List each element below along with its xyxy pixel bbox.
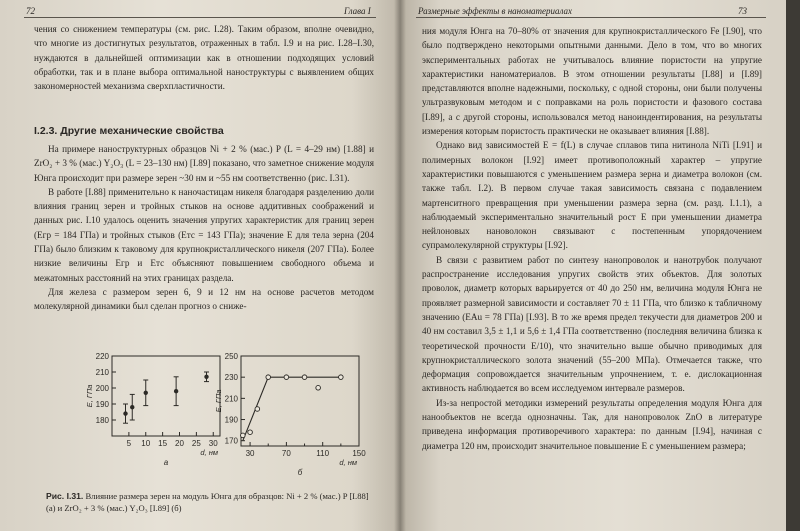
paragraph: В работе [I.88] применительно к наночастицам никеля благодаря разделению доли влияния границ зерен и тройных стыков на основе аддитивных соображений и данных рис. I.10 удалось оценить значения упругих характеристик для границ зерен (Eгр = 184 ГПа) и тройных стыков (Eтс = 143 ГПа); значение E для тела зерна (204 ГПа) было близким к таковому для крупнокристаллического никеля (207 ГПа). Более низкие величины Eгр и Eтс объясняют повышением свободного объема и межатомных расстояний на этих границах раздела. xyxy=(34,186,374,283)
data-point xyxy=(241,433,246,438)
paragraph: чения со снижением температуры (см. рис. I.28). Таким образом, вполне очевидно, что многие из достигнутых результатов, отраженных в табл. I.9 и на рис. I.28–I.30, нуждаются в дальнейшей оптимизации как в отношении подходящих условий обработки, так и в плане выбора оптимальной наноструктуры с выявлением общих закономерностей механизма сверхпластичности. xyxy=(34,24,374,92)
caption-label: Рис. I.31. xyxy=(46,491,84,501)
body-text xyxy=(422,24,762,453)
data-point xyxy=(144,391,148,395)
figure-caption xyxy=(46,490,376,514)
data-point xyxy=(248,430,253,435)
section-heading: I.2.3. Другие механические свойства xyxy=(34,125,224,137)
page-number: 73 xyxy=(738,6,747,16)
y-tick-label: 200 xyxy=(95,384,109,393)
running-header: Размерные эффекты в наноматериалах xyxy=(418,6,573,16)
y-tick-label: 230 xyxy=(224,373,238,383)
x-tick-label: 15 xyxy=(158,439,168,448)
header-rule xyxy=(416,17,766,18)
paragraph: Однако вид зависимостей E = f(L) в случае сплавов типа нитинола NiTi [I.91] и полимерных волокон [I.92] имеет противоположный характер – упругие характеристики повышаются с уменьшением размера зерна и диаметра волокон (см. также табл. I.2). В первом случае такая зависимость связана с подавлением мартенситного превращения при уменьшении размера зерна (см. разд. I.1.1), а наблюдаемый экспериментально значительный рост E при уменьшении диаметра нейлоновых нановолокон связывают с постепенным упорядочением супрамолекулярной структуры [I.92]. xyxy=(422,140,762,251)
running-header: Глава I xyxy=(344,6,371,16)
caption-text: Влияние размера зерен на модуль Юнга для образцов: Ni + 2 % (мас.) P [I.88] (а) и ZrO₂ + 3 % (мас.) Y₂O₃ [I.89] (б) xyxy=(46,491,369,513)
right-page xyxy=(400,0,800,531)
x-tick-label: 30 xyxy=(245,449,255,458)
book-gutter xyxy=(394,0,406,531)
y-tick-label: 210 xyxy=(224,394,238,404)
x-tick-label: 25 xyxy=(191,439,201,448)
body-text xyxy=(34,22,374,93)
y-tick-label: 180 xyxy=(95,416,109,425)
y-tick-label: 210 xyxy=(95,368,109,377)
x-axis-label: d, нм xyxy=(200,448,218,457)
y-tick-label: 190 xyxy=(95,400,109,409)
paragraph: Для железа с размером зерен 6, 9 и 12 нм на основе расчетов методом молекулярной динамики был сделан прогноз о сниже- xyxy=(34,286,374,312)
panel-label: б xyxy=(297,468,303,477)
data-point xyxy=(284,375,289,380)
x-tick-label: 30 xyxy=(208,439,218,448)
x-axis-label: d, нм xyxy=(339,458,357,467)
x-tick-label: 70 xyxy=(281,449,291,458)
chart-b xyxy=(205,350,375,482)
paragraph: На примере наноструктурных образцов Ni + 2 % (мас.) P (L = 4–29 нм) [1.88] и ZrO₂ + 3 % (мас.) Y₂O₃ (L = 23–130 нм) [I.89] показано, что заметное снижение модуля Юнга происходит при размере зерен ~30 нм и ~55 нм соответственно (рис. I.31). xyxy=(34,144,374,183)
y-tick-label: 190 xyxy=(224,415,238,425)
x-tick-label: 5 xyxy=(126,439,132,448)
page-number: 72 xyxy=(26,6,35,16)
paragraph: Из-за непростой методики измерений результаты определения модуля Юнга для нанообъектов не всегда однозначны. Так, для нанопроволок ZnO в литературе приведена информация противоречивого характера: по данным [I.94], начиная с диаметра 120 нм, происходит значительное повышение E с уменьшением размера; xyxy=(422,397,762,451)
y-tick-label: 250 xyxy=(224,352,238,361)
data-point xyxy=(339,375,344,380)
header-rule xyxy=(24,17,376,18)
data-point xyxy=(316,385,321,390)
data-point xyxy=(123,411,127,415)
background-edge xyxy=(786,0,800,531)
x-tick-label: 10 xyxy=(141,439,151,448)
x-tick-label: 150 xyxy=(352,449,366,458)
x-tick-label: 110 xyxy=(316,449,330,458)
data-point xyxy=(302,375,307,380)
y-axis-label: E, ГПа xyxy=(214,389,223,413)
body-text xyxy=(34,142,374,314)
data-point xyxy=(255,407,260,412)
paragraph: В связи с развитием работ по синтезу нанопроволок и нанотрубок получают распространение исследования упругих свойств этих объектов. Для золотых проволок, диаметр которых варьируется от 40 до 250 нм, величина модуля Юнга не проявляет размерной зависимости и составляет 70 ± 11 ГПа, что близко к табличному значению (EAu = 78 ГПа) [I.93]. В то же время предел текучести для диаметров 200 и 40 нм составил 3,5 ± 1,1 и 5,6 ± 1,4 ГПа соответственно (последняя величина близка к теоретической прочности E/10), что значительно выше обычно приводимых для крупнокристаллического золота значений (55–200 МПа). Отмечается также, что деформация сопровождается значительным упрочнением, т. е. дислокационная активность наблюдается во всем исследуемом интервале размеров. xyxy=(422,254,762,394)
x-tick-label: 20 xyxy=(175,439,184,448)
y-tick-label: 220 xyxy=(95,352,109,361)
data-point xyxy=(174,389,178,393)
plot-frame xyxy=(112,356,220,436)
panel-label: а xyxy=(163,458,169,467)
y-tick-label: 170 xyxy=(224,436,238,446)
paragraph: ния модуля Юнга на 70–80% от значения для крупнокристаллического Fe [I.90], что было подтверждено некоторыми опытными данными. Дело в том, что во многих экспериментальных работах не учитывалось влияние пористости на упругие характеристики наноматериалов. В этом отношении результаты [I.88] и [I.89] представляются вполне надежными, поскольку, с одной стороны, они были получены ультразвуковым методом и с поправками на роль пористости и фазового состава [I.89], а с другой стороны, использовался метод наноиндентирования, на результаты измерения которым пористость практически не оказывает влияния [I.88]. xyxy=(422,26,762,137)
y-axis-label: E, ГПа xyxy=(85,384,94,408)
data-point xyxy=(266,375,271,380)
data-point xyxy=(130,405,134,409)
